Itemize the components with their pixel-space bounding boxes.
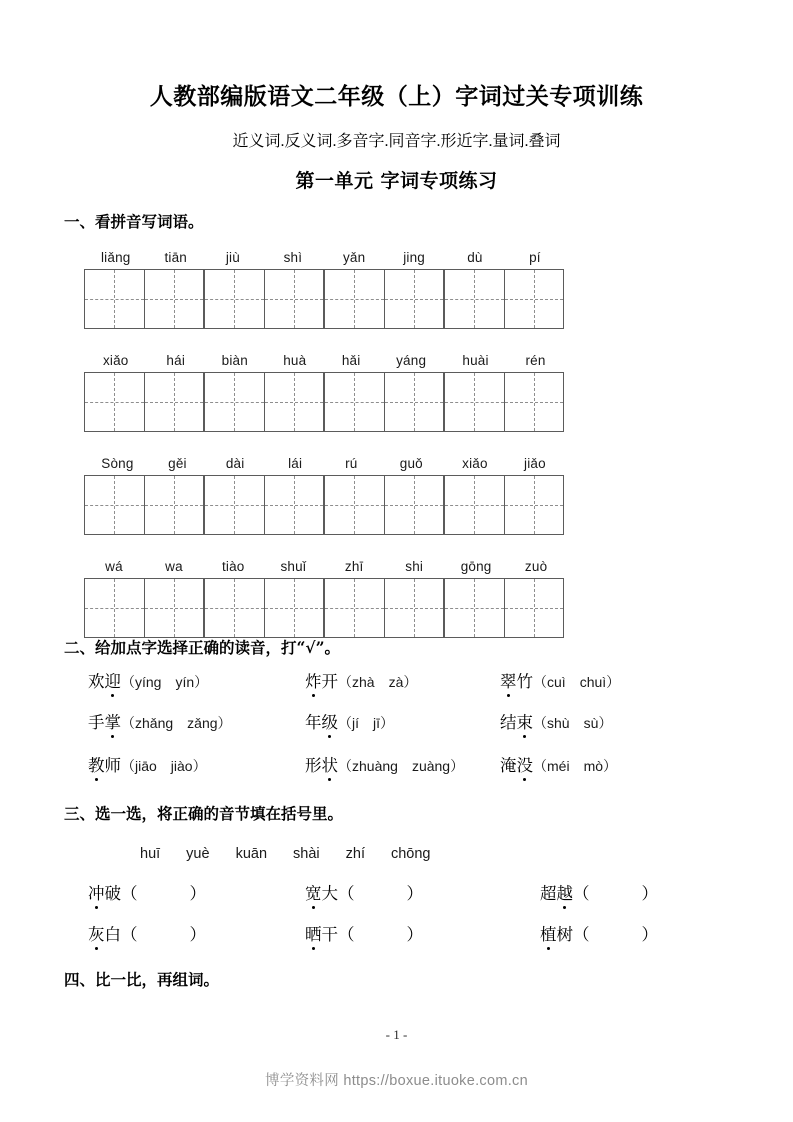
reading-choice-item[interactable] (500, 752, 617, 778)
tianzige-cell[interactable] (384, 270, 443, 328)
reading-option[interactable]: zuàng (411, 758, 451, 774)
reading-option[interactable]: chuì (579, 674, 607, 690)
vocab-word (305, 921, 338, 947)
close-paren: ） (406, 884, 423, 903)
reading-option[interactable]: jí (352, 715, 359, 731)
tianzige-cell[interactable] (264, 270, 323, 328)
close-paren: ） (406, 925, 423, 944)
unit-title: 第一单元 字词专项练习 (295, 170, 498, 192)
character: 竹 (516, 672, 533, 691)
pinyin-syllable: guǒ (399, 456, 423, 471)
pinyin-word-group (204, 552, 324, 638)
open-paren: （ (533, 674, 547, 690)
pinyin-label (324, 243, 444, 265)
character: 开 (321, 672, 338, 691)
open-paren: （ (121, 715, 135, 731)
pinyin-label (204, 243, 324, 265)
tianzige-cell[interactable] (325, 579, 384, 637)
tianzige-cell[interactable] (264, 476, 323, 534)
pinyin-label (84, 346, 204, 368)
reading-choice-item[interactable] (88, 668, 208, 694)
close-paren: ） (598, 715, 613, 731)
pinyin-word-group (324, 243, 444, 329)
section-2-heading: 二、给加点字选择正确的读音，打“√”。 (64, 638, 341, 657)
pinyin-word-group (444, 449, 564, 535)
tianzige-cell[interactable] (325, 270, 384, 328)
pinyin-label (444, 243, 564, 265)
tianzige-cell[interactable] (325, 476, 384, 534)
reading-choice-item[interactable] (88, 752, 207, 778)
reading-choice-item[interactable] (305, 709, 394, 735)
reading-choice-item[interactable] (500, 709, 612, 735)
dotted-character: 翠 (500, 668, 517, 694)
tianzige-cell[interactable] (85, 579, 144, 637)
tianzige-cell[interactable] (205, 373, 264, 431)
pinyin-syllable: lái (288, 456, 303, 471)
reading-option[interactable]: jiāo (135, 758, 157, 774)
reading-option[interactable]: shù (547, 715, 570, 731)
dotted-character: 迎 (105, 668, 122, 694)
answer-blank[interactable] (573, 880, 658, 904)
syllable-option[interactable]: zhí (345, 846, 365, 862)
dotted-character: 宽 (305, 880, 322, 906)
tianzige-cell[interactable] (504, 373, 563, 431)
tianzige-cell[interactable] (445, 579, 504, 637)
pinyin-syllable: gěi (168, 456, 187, 471)
pinyin-syllable: xiǎo (462, 456, 488, 471)
tianzige-grid[interactable] (84, 372, 204, 432)
pinyin-syllable: rén (525, 353, 546, 368)
dotted-character: 掌 (105, 709, 122, 735)
dotted-character: 植 (540, 921, 557, 947)
tianzige-grid[interactable] (84, 269, 204, 329)
character: 手 (88, 713, 105, 732)
open-paren: （ (338, 884, 355, 903)
section-4-heading: 四、比一比，再组词。 (64, 970, 220, 989)
reading-option[interactable]: yíng (135, 674, 162, 690)
vocab-word (88, 752, 121, 778)
pinyin-label (444, 449, 564, 471)
vocab-word (540, 921, 573, 947)
pinyin-word-group (204, 449, 324, 535)
pinyin-syllable: gōng (460, 559, 492, 574)
pinyin-syllable: tiān (164, 250, 188, 265)
fill-blank-item[interactable] (88, 880, 206, 906)
pinyin-syllable: zhī (344, 559, 364, 574)
fill-blank-row (0, 880, 793, 916)
reading-choice-item[interactable] (305, 668, 417, 694)
pinyin-syllable: jiǎo (524, 456, 546, 471)
fill-blank-item[interactable] (540, 880, 658, 906)
character: 大 (321, 884, 338, 903)
answer-blank[interactable] (338, 921, 423, 945)
reading-option[interactable]: zhà (352, 674, 375, 690)
reading-choice-row (0, 668, 793, 704)
character: 破 (104, 884, 121, 903)
reading-options[interactable] (338, 672, 417, 692)
tianzige-cell[interactable] (264, 373, 323, 431)
vocab-word (305, 709, 338, 735)
pinyin-syllable: pí (529, 250, 541, 265)
reading-options[interactable] (121, 756, 207, 776)
pinyin-word-group (204, 243, 324, 329)
character: 白 (104, 925, 121, 944)
tianzige-grid[interactable] (444, 372, 564, 432)
dotted-character: 炸 (305, 668, 322, 694)
syllable-option[interactable]: kuān (235, 846, 268, 862)
pinyin-label (444, 552, 564, 574)
vocab-word (88, 880, 121, 906)
pinyin-grid-row (0, 552, 793, 647)
pinyin-syllable: xiǎo (102, 353, 129, 368)
vocab-word (305, 880, 338, 906)
open-paren: （ (338, 715, 352, 731)
tianzige-grid[interactable] (324, 372, 444, 432)
pinyin-syllable: dù (467, 250, 483, 265)
tianzige-grid[interactable] (324, 578, 444, 638)
pinyin-syllable: dài (225, 456, 245, 471)
vocab-word (88, 668, 121, 694)
reading-options[interactable] (533, 713, 612, 733)
pinyin-syllable: shi (405, 559, 424, 574)
character: 超 (540, 884, 557, 903)
pinyin-syllable: wá (105, 559, 123, 574)
pinyin-syllable: huài (462, 353, 489, 368)
tianzige-cell[interactable] (384, 476, 443, 534)
answer-blank[interactable] (573, 921, 658, 945)
pinyin-grid-row (0, 449, 793, 544)
tianzige-cell[interactable] (445, 476, 504, 534)
pinyin-syllable: rú (345, 456, 358, 471)
character: 结 (500, 713, 517, 732)
tianzige-cell[interactable] (144, 579, 203, 637)
syllable-option[interactable]: shài (293, 846, 320, 862)
character: 欢 (88, 672, 105, 691)
reading-option[interactable]: zhǎng (135, 715, 174, 731)
dotted-character: 教 (88, 752, 105, 778)
reading-options[interactable] (338, 713, 394, 733)
open-paren: （ (121, 925, 138, 944)
tianzige-grid[interactable] (324, 269, 444, 329)
close-paren: ） (380, 715, 394, 731)
tianzige-grid[interactable] (84, 578, 204, 638)
tianzige-cell[interactable] (85, 476, 144, 534)
tianzige-cell[interactable] (384, 373, 443, 431)
pinyin-label (204, 552, 324, 574)
close-paren: ） (189, 884, 206, 903)
fill-blank-row (0, 921, 793, 957)
pinyin-syllable: shì (283, 250, 303, 265)
tianzige-grid[interactable] (324, 475, 444, 535)
tianzige-cell[interactable] (264, 579, 323, 637)
pinyin-grid-row (0, 243, 793, 338)
character: 师 (104, 756, 121, 775)
tianzige-cell[interactable] (504, 270, 563, 328)
vocab-word (540, 880, 573, 906)
pinyin-word-group (84, 552, 204, 638)
pinyin-label (84, 552, 204, 574)
pinyin-label (324, 346, 444, 368)
tianzige-cell[interactable] (445, 270, 504, 328)
dotted-character: 没 (517, 752, 534, 778)
syllable-option[interactable]: huī (140, 846, 161, 862)
tianzige-grid[interactable] (204, 269, 324, 329)
vocab-word (500, 668, 533, 694)
reading-option[interactable]: sù (583, 715, 599, 731)
pinyin-syllable: shuǐ (280, 559, 307, 574)
pinyin-label (84, 243, 204, 265)
pinyin-word-group (84, 346, 204, 432)
close-paren: ） (603, 758, 618, 774)
close-paren: ） (450, 758, 465, 774)
pinyin-syllable: jiù (225, 250, 240, 265)
vocab-word (500, 709, 533, 735)
page-subtitle: 近义词.反义词.多音字.同音字.形近字.量词.叠词 (232, 133, 561, 150)
dotted-character: 冲 (88, 880, 105, 906)
close-paren: ） (641, 884, 658, 903)
reading-options[interactable] (338, 756, 464, 776)
open-paren: （ (121, 674, 135, 690)
answer-blank[interactable] (121, 880, 206, 904)
tianzige-cell[interactable] (384, 579, 443, 637)
tianzige-grid[interactable] (84, 475, 204, 535)
pinyin-syllable: zuò (524, 559, 548, 574)
close-paren: ） (606, 674, 621, 690)
tianzige-cell[interactable] (325, 373, 384, 431)
character: 形 (305, 756, 322, 775)
tianzige-cell[interactable] (144, 270, 203, 328)
reading-choice-item[interactable] (88, 709, 232, 735)
open-paren: （ (121, 884, 138, 903)
pinyin-syllable: hái (166, 353, 186, 368)
pinyin-syllable: yǎn (342, 250, 366, 265)
fill-blank-item[interactable] (540, 921, 658, 947)
tianzige-grid[interactable] (444, 475, 564, 535)
open-paren: （ (121, 758, 135, 774)
close-paren: ） (641, 925, 658, 944)
close-paren: ） (403, 674, 418, 690)
page-number: - 1 - (385, 1027, 408, 1042)
reading-option[interactable]: méi (547, 758, 570, 774)
pinyin-syllable: Sòng (101, 456, 134, 471)
close-paren: ） (189, 925, 206, 944)
tianzige-cell[interactable] (445, 373, 504, 431)
reading-options[interactable] (121, 672, 208, 692)
pinyin-label (444, 346, 564, 368)
open-paren: （ (338, 925, 355, 944)
reading-option[interactable]: jiào (170, 758, 193, 774)
vocab-word (305, 752, 338, 778)
reading-choice-row (0, 752, 793, 788)
open-paren: （ (573, 884, 590, 903)
dotted-character: 灰 (88, 921, 105, 947)
character: 年 (305, 713, 322, 732)
tianzige-cell[interactable] (504, 579, 563, 637)
pinyin-syllable: tiào (221, 559, 245, 574)
reading-options[interactable] (533, 756, 617, 776)
reading-option[interactable]: zhuàng (352, 758, 398, 774)
pinyin-word-group (444, 346, 564, 432)
pinyin-word-group (84, 243, 204, 329)
pinyin-syllable: jing (403, 250, 426, 265)
reading-choice-item[interactable] (500, 668, 620, 694)
section-3-heading: 三、选一选，将正确的音节填在括号里。 (64, 804, 344, 823)
answer-blank[interactable] (121, 921, 206, 945)
pinyin-label (204, 449, 324, 471)
pinyin-word-group (324, 449, 444, 535)
reading-option[interactable]: zǎng (187, 715, 218, 731)
pinyin-label (324, 552, 444, 574)
close-paren: ） (192, 758, 207, 774)
syllable-option[interactable]: yuè (186, 846, 210, 862)
reading-option[interactable]: jī (373, 715, 380, 731)
pinyin-word-group (444, 243, 564, 329)
syllable-option[interactable]: chōng (390, 846, 431, 862)
tianzige-grid[interactable] (204, 475, 324, 535)
vocab-word (88, 921, 121, 947)
pinyin-label (324, 449, 444, 471)
page-title: 人教部编版语文二年级（上）字词过关专项训练 (149, 83, 644, 110)
pinyin-syllable: biàn (221, 353, 248, 368)
dotted-character: 束 (517, 709, 534, 735)
pinyin-word-group (324, 346, 444, 432)
dotted-character: 级 (322, 709, 339, 735)
tianzige-cell[interactable] (205, 270, 264, 328)
tianzige-cell[interactable] (85, 270, 144, 328)
syllable-bank (140, 846, 540, 862)
vocab-word (305, 668, 338, 694)
pinyin-word-group (324, 552, 444, 638)
open-paren: （ (573, 925, 590, 944)
tianzige-grid[interactable] (204, 372, 324, 432)
fill-blank-item[interactable] (305, 921, 423, 947)
dotted-character: 晒 (305, 921, 322, 947)
vocab-word (88, 709, 121, 735)
reading-options[interactable] (121, 713, 232, 733)
fill-blank-item[interactable] (88, 921, 206, 947)
reading-option[interactable]: mò (583, 758, 604, 774)
open-paren: （ (533, 715, 547, 731)
tianzige-cell[interactable] (205, 579, 264, 637)
tianzige-cell[interactable] (504, 476, 563, 534)
character: 树 (556, 925, 573, 944)
tianzige-cell[interactable] (144, 476, 203, 534)
close-paren: ） (194, 674, 209, 690)
pinyin-grid-row (0, 346, 793, 441)
character: 干 (321, 925, 338, 944)
pinyin-syllable: wa (165, 559, 183, 574)
pinyin-word-group (84, 449, 204, 535)
tianzige-cell[interactable] (85, 373, 144, 431)
dotted-character: 越 (557, 880, 574, 906)
character: 淹 (500, 756, 517, 775)
pinyin-syllable: liǎng (100, 250, 131, 265)
tianzige-cell[interactable] (205, 476, 264, 534)
open-paren: （ (338, 758, 352, 774)
tianzige-grid[interactable] (444, 269, 564, 329)
reading-option[interactable]: zà (388, 674, 404, 690)
reading-choice-item[interactable] (305, 752, 464, 778)
watermark: 博学资料网 https://boxue.ituoke.com.cn (265, 1073, 528, 1089)
open-paren: （ (533, 758, 547, 774)
tianzige-grid[interactable] (444, 578, 564, 638)
pinyin-label (204, 346, 324, 368)
pinyin-syllable: huà (283, 353, 307, 368)
fill-blank-item[interactable] (305, 880, 423, 906)
pinyin-word-group (444, 552, 564, 638)
section-1-heading: 一、看拼音写词语。 (64, 212, 204, 231)
reading-option[interactable]: cuì (547, 674, 566, 690)
pinyin-syllable: yáng (396, 353, 427, 368)
reading-option[interactable]: yín (175, 674, 195, 690)
dotted-character: 状 (322, 752, 339, 778)
pinyin-word-group (204, 346, 324, 432)
vocab-word (500, 752, 533, 778)
pinyin-label (84, 449, 204, 471)
answer-blank[interactable] (338, 880, 423, 904)
reading-options[interactable] (533, 672, 620, 692)
close-paren: ） (217, 715, 232, 731)
open-paren: （ (338, 674, 352, 690)
reading-choice-row (0, 709, 793, 745)
tianzige-grid[interactable] (204, 578, 324, 638)
tianzige-cell[interactable] (144, 373, 203, 431)
pinyin-syllable: hǎi (341, 353, 361, 368)
